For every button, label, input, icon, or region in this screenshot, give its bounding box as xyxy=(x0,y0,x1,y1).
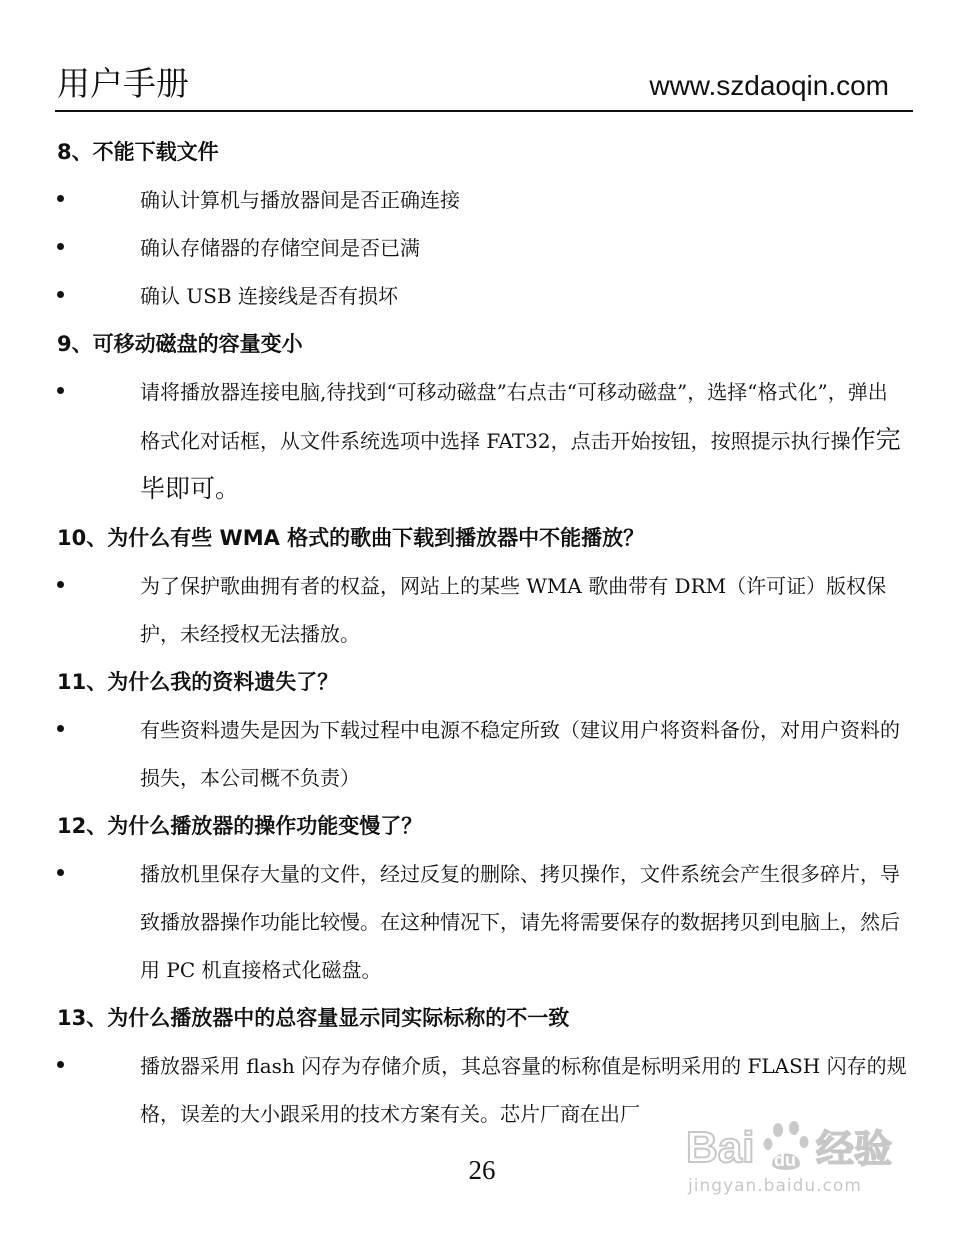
list-item xyxy=(57,706,907,802)
svg-text:经验: 经验 xyxy=(816,1127,893,1171)
section-title: 11、为什么我的资料遗失了？ xyxy=(57,670,339,694)
bullet-icon xyxy=(57,581,64,588)
section-capacity-mismatch xyxy=(57,994,907,1138)
item-text: 确认 USB 连接线是否有损坏 xyxy=(140,284,398,308)
bullet-icon xyxy=(57,869,64,876)
page-number: 26 xyxy=(468,1155,496,1185)
item-text-main: 请将播放器连接电脑,待找到“可移动磁盘”右点击“可移动磁盘”，选择“格式化”，弹出格式化对话框，从文件系统选项中选择 FAT32，点击开始按钮，按照提示执行操 xyxy=(140,380,888,453)
page-header xyxy=(55,62,913,112)
website-url: www.szdaoqin.com xyxy=(649,70,889,101)
bullet-icon xyxy=(57,1061,64,1068)
list-item xyxy=(57,224,907,272)
svg-text:Bai: Bai xyxy=(686,1123,755,1172)
bullet-icon xyxy=(57,725,64,732)
bullet-icon xyxy=(57,195,64,202)
section-title: 9、可移动磁盘的容量变小 xyxy=(57,332,303,356)
item-text-tail: 作完毕即可。 xyxy=(140,425,901,503)
section-capacity-smaller xyxy=(57,320,907,514)
svg-text:du: du xyxy=(774,1150,796,1170)
section-title: 12、为什么播放器的操作功能变慢了？ xyxy=(57,814,423,838)
bullet-icon xyxy=(57,243,64,250)
item-text: 播放机里保存大量的文件，经过反复的删除、拷贝操作，文件系统会产生很多碎片，导致播放器操作功能比较慢。在这种情况下，请先将需要保存的数据拷贝到电脑上，然后用 PC 机直接格式化磁盘。 xyxy=(140,862,900,982)
list-item xyxy=(57,562,907,658)
section-title: 10、为什么有些 WMA 格式的歌曲下载到播放器中不能播放？ xyxy=(57,526,645,550)
item-text: 有些资料遗失是因为下载过程中电源不稳定所致（建议用户将资料备份，对用户资料的损失，本公司概不负责） xyxy=(140,718,900,790)
item-text: 确认计算机与播放器间是否正确连接 xyxy=(140,188,460,212)
list-item xyxy=(57,850,907,994)
section-cannot-download xyxy=(57,128,907,320)
baidu-jingyan-logo xyxy=(686,1118,912,1178)
section-title: 13、为什么播放器中的总容量显示同实际标称的不一致 xyxy=(57,1006,570,1030)
list-item xyxy=(57,368,907,514)
baidu-watermark xyxy=(686,1118,926,1208)
manual-content xyxy=(57,128,907,1138)
list-item xyxy=(57,176,907,224)
manual-title: 用户手册 xyxy=(57,64,189,103)
section-title: 8、不能下载文件 xyxy=(57,140,219,164)
section-player-slow xyxy=(57,802,907,994)
section-data-lost xyxy=(57,658,907,802)
bullet-icon xyxy=(57,387,64,394)
section-wma-cannot-play xyxy=(57,514,907,658)
item-text: 确认存储器的存储空间是否已满 xyxy=(140,236,420,260)
item-text: 为了保护歌曲拥有者的权益，网站上的某些 WMA 歌曲带有 DRM（许可证）版权保护，未经授权无法播放。 xyxy=(140,574,887,646)
item-text: 播放器采用 flash 闪存为存储介质，其总容量的标称值是标明采用的 FLASH 闪存的规格，误差的大小跟采用的技术方案有关。芯片厂商在出厂 xyxy=(140,1054,907,1126)
bullet-icon xyxy=(57,291,64,298)
list-item xyxy=(57,272,907,320)
watermark-url: jingyan.baidu.com xyxy=(688,1176,862,1196)
item-text xyxy=(140,368,907,514)
